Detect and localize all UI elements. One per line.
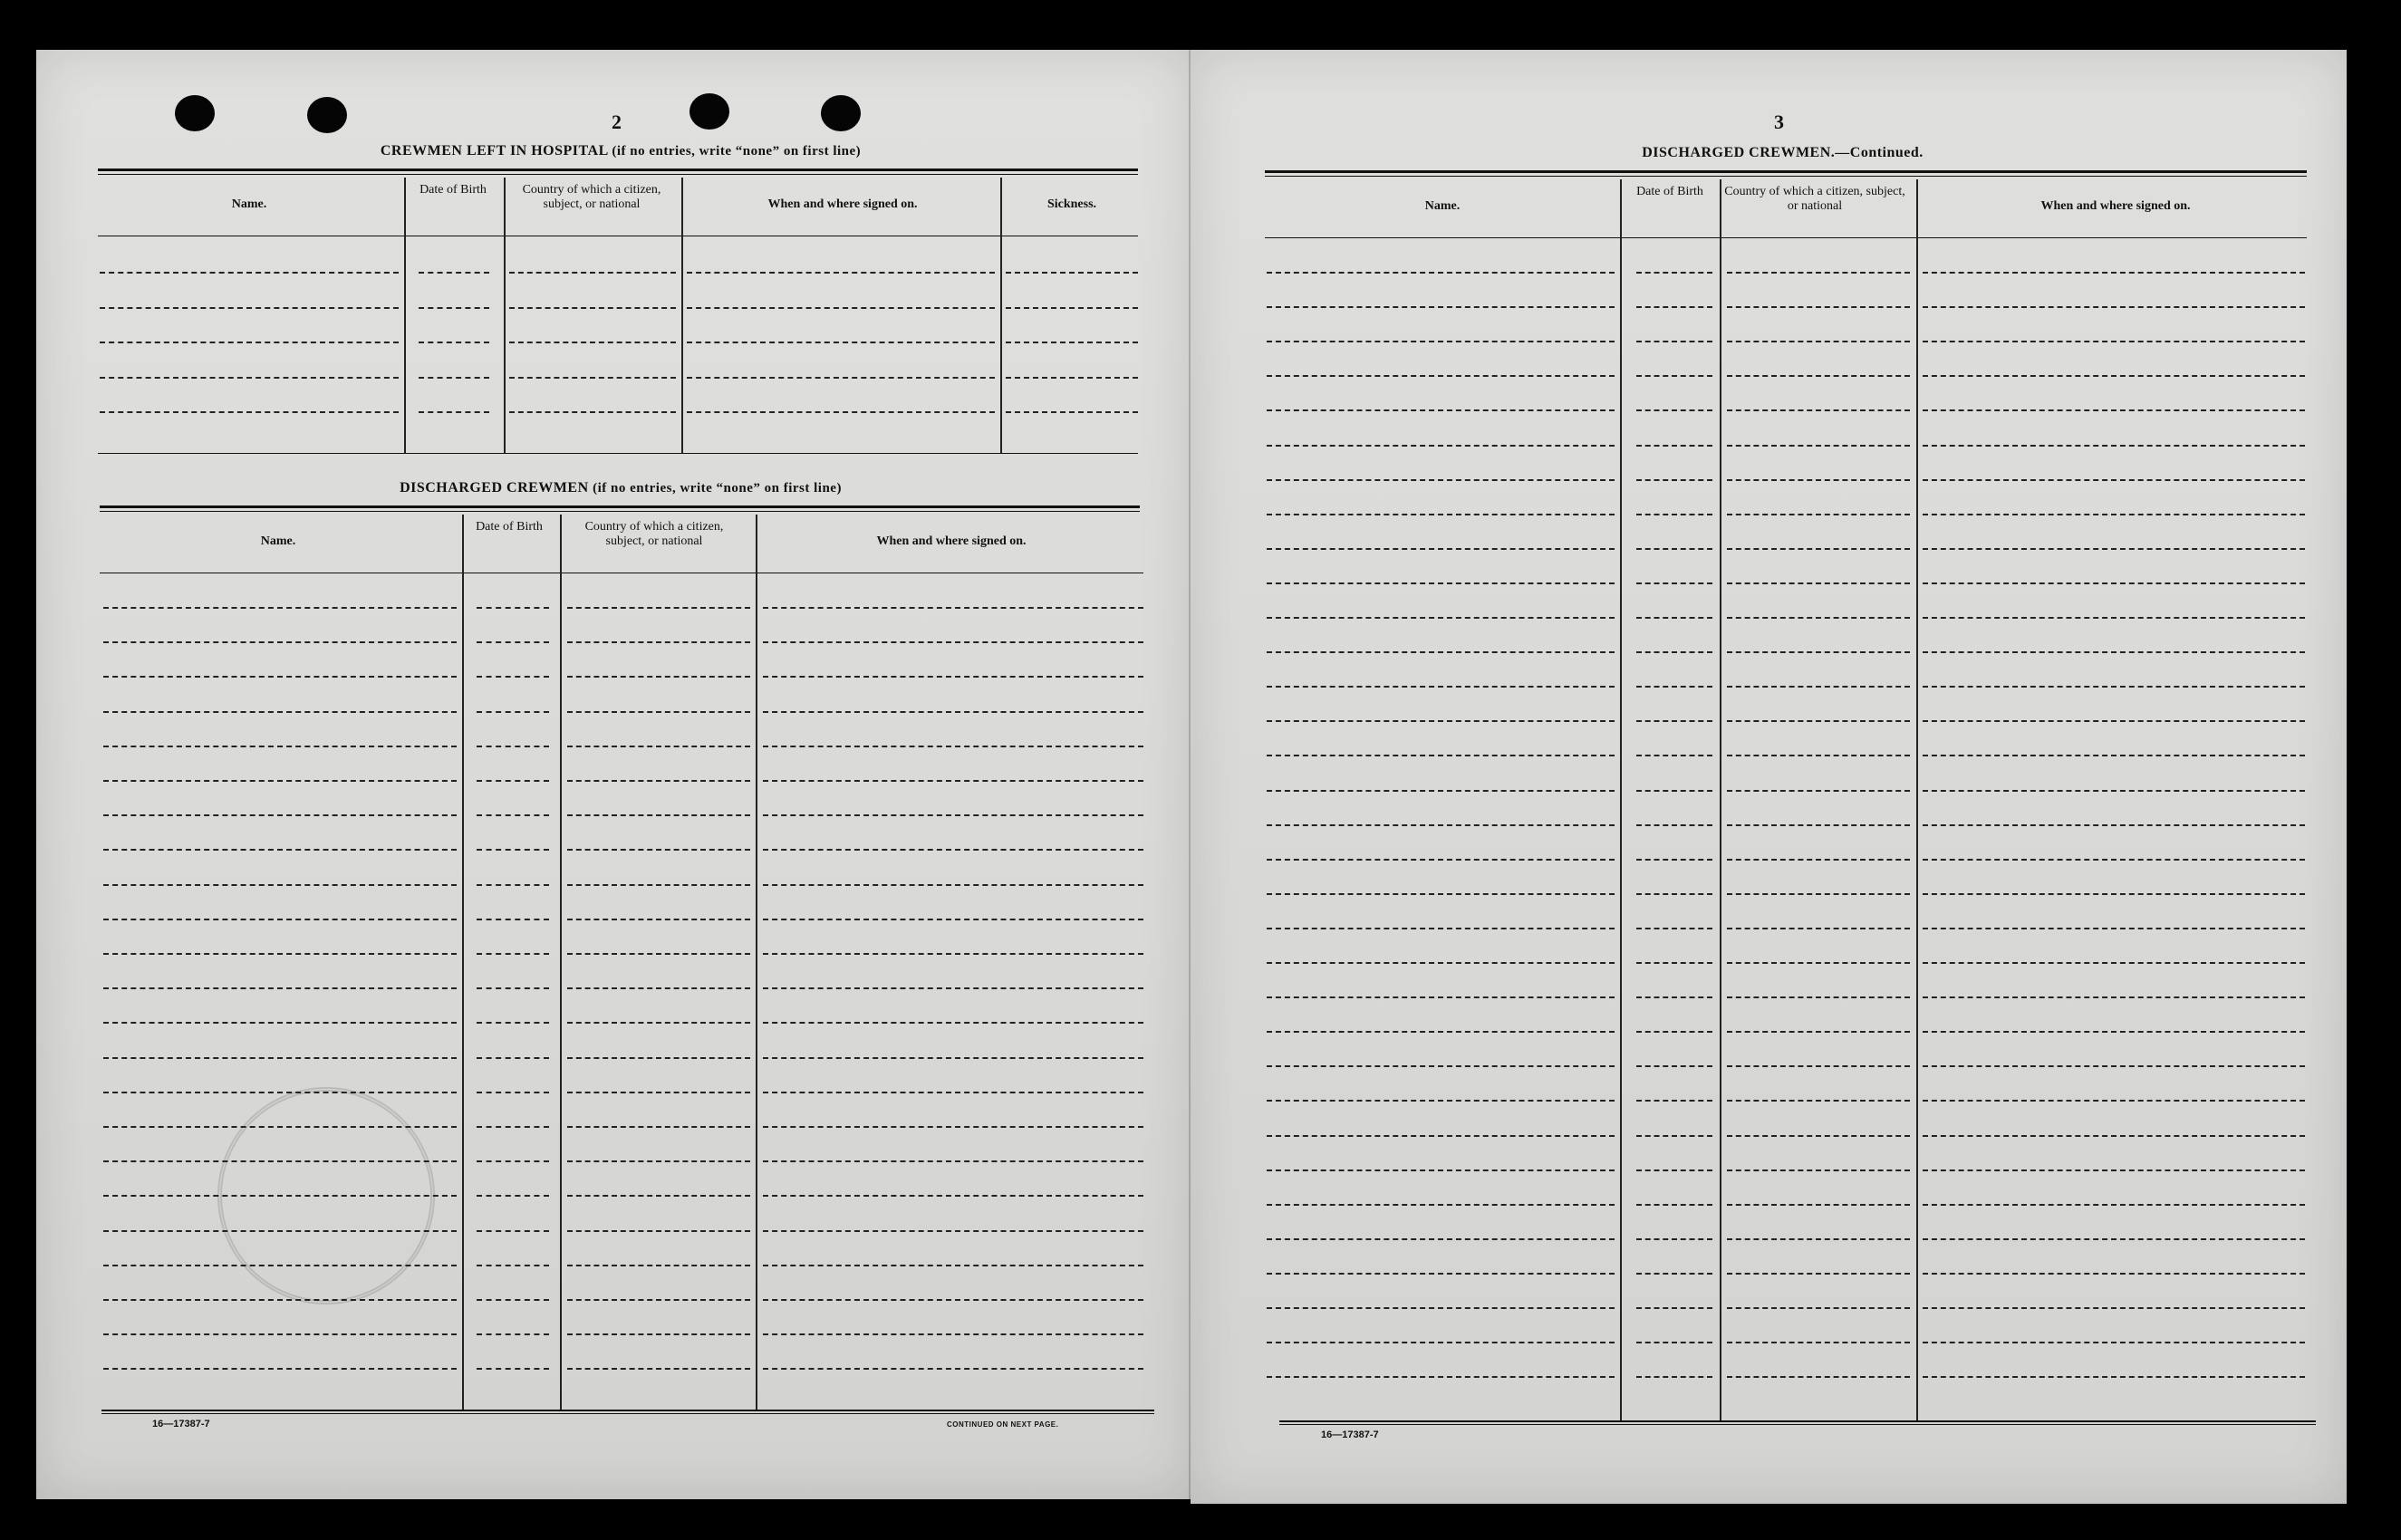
entry-dash-line: [477, 1022, 549, 1024]
entry-dash-line: [567, 1022, 750, 1024]
entry-dash-line: [567, 641, 750, 643]
entry-dash-line: [1267, 1065, 1615, 1067]
entry-dash-line: [1727, 548, 1910, 550]
form-code-right: 16—17387-7: [1321, 1429, 1379, 1440]
entry-dash-line: [1636, 1169, 1712, 1171]
entry-dash-line: [477, 1333, 549, 1335]
entry-dash-line: [1636, 272, 1712, 274]
entry-dash-line: [567, 1126, 750, 1128]
entry-dash-line: [103, 641, 457, 643]
entry-dash-line: [1727, 962, 1910, 964]
entry-dash-line: [1636, 1342, 1712, 1343]
entry-dash-line: [1923, 617, 2305, 619]
page-left: [36, 50, 1191, 1499]
entry-dash-line: [763, 1160, 1143, 1162]
entry-dash-line: [103, 711, 457, 713]
entry-dash-line: [1727, 617, 1910, 619]
entry-dash-line: [477, 953, 549, 955]
right-divider: [1720, 179, 1721, 1422]
entry-dash-line: [1636, 755, 1712, 756]
right-col-signed-on: When and where signed on.: [2040, 199, 2191, 213]
entry-dash-line: [100, 307, 399, 309]
entry-dash-line: [763, 849, 1143, 851]
entry-dash-line: [1267, 755, 1615, 756]
entry-dash-line: [477, 814, 549, 816]
entry-dash-line: [763, 1299, 1143, 1301]
entry-dash-line: [1923, 962, 2305, 964]
entry-dash-line: [477, 1092, 549, 1093]
entry-dash-line: [1267, 1135, 1615, 1137]
entry-dash-line: [763, 1368, 1143, 1370]
entry-dash-line: [103, 1057, 457, 1059]
entry-dash-line: [1267, 720, 1615, 722]
entry-dash-line: [477, 1160, 549, 1162]
entry-dash-line: [1267, 548, 1615, 550]
entry-dash-line: [1267, 582, 1615, 584]
entry-dash-line: [1923, 720, 2305, 722]
entry-dash-line: [1923, 790, 2305, 792]
entry-dash-line: [1727, 1307, 1910, 1309]
entry-dash-line: [1636, 409, 1712, 411]
entry-dash-line: [103, 1195, 457, 1197]
entry-dash-line: [1727, 306, 1910, 308]
entry-dash-line: [567, 676, 750, 678]
entry-dash-line: [477, 641, 549, 643]
hospital-divider: [404, 178, 406, 453]
entry-dash-line: [1923, 824, 2305, 826]
entry-dash-line: [1923, 375, 2305, 377]
entry-dash-line: [100, 411, 399, 413]
entry-dash-line: [567, 1160, 750, 1162]
entry-dash-line: [103, 884, 457, 886]
entry-dash-line: [1636, 341, 1712, 342]
entry-dash-line: [567, 987, 750, 989]
entry-dash-line: [477, 780, 549, 782]
entry-dash-line: [1923, 582, 2305, 584]
entry-dash-line: [1636, 1135, 1712, 1137]
punch-hole: [307, 97, 347, 133]
entry-dash-line: [1923, 1307, 2305, 1309]
entry-dash-line: [763, 1092, 1143, 1093]
punch-hole: [821, 95, 861, 131]
entry-dash-line: [567, 1333, 750, 1335]
discharged-divider: [560, 515, 562, 1411]
discharged-continued-title: DISCHARGED CREWMEN.—Continued.: [1642, 145, 1924, 160]
entry-dash-line: [1727, 859, 1910, 861]
entry-dash-line: [1636, 996, 1712, 998]
entry-dash-line: [419, 377, 489, 379]
discharged-col-dob: Date of Birth: [476, 520, 543, 534]
entry-dash-line: [1923, 1238, 2305, 1240]
entry-dash-line: [1727, 1135, 1910, 1137]
entry-dash-line: [567, 1299, 750, 1301]
punch-hole: [175, 95, 215, 131]
entry-dash-line: [1636, 1031, 1712, 1033]
entry-dash-line: [103, 1092, 457, 1093]
entry-dash-line: [687, 272, 995, 274]
page-number-left: 2: [612, 111, 622, 133]
entry-dash-line: [419, 272, 489, 274]
entry-dash-line: [687, 411, 995, 413]
entry-dash-line: [1727, 409, 1910, 411]
right-top-rule: [1265, 170, 2307, 177]
entry-dash-line: [103, 1368, 457, 1370]
entry-dash-line: [763, 1126, 1143, 1128]
entry-dash-line: [477, 607, 549, 609]
entry-dash-line: [1267, 1307, 1615, 1309]
entry-dash-line: [477, 1368, 549, 1370]
entry-dash-line: [1923, 514, 2305, 515]
entry-dash-line: [763, 780, 1143, 782]
entry-dash-line: [1923, 1135, 2305, 1137]
entry-dash-line: [477, 1265, 549, 1266]
entry-dash-line: [1267, 1376, 1615, 1378]
entry-dash-line: [1636, 1273, 1712, 1275]
entry-dash-line: [763, 953, 1143, 955]
entry-dash-line: [1636, 306, 1712, 308]
entry-dash-line: [1006, 377, 1138, 379]
entry-dash-line: [763, 676, 1143, 678]
entry-dash-line: [1727, 341, 1910, 342]
entry-dash-line: [1923, 651, 2305, 653]
entry-dash-line: [1923, 1376, 2305, 1378]
entry-dash-line: [1727, 1376, 1910, 1378]
entry-dash-line: [1923, 859, 2305, 861]
right-divider: [1916, 179, 1918, 1422]
entry-dash-line: [1923, 1065, 2305, 1067]
entry-dash-line: [103, 987, 457, 989]
entry-dash-line: [1267, 790, 1615, 792]
entry-dash-line: [1267, 686, 1615, 688]
entry-dash-line: [477, 711, 549, 713]
form-code-left: 16—17387-7: [152, 1419, 210, 1429]
entry-dash-line: [1636, 928, 1712, 929]
entry-dash-line: [1267, 859, 1615, 861]
entry-dash-line: [1267, 1238, 1615, 1240]
entry-dash-line: [1727, 893, 1910, 895]
punch-hole: [689, 93, 729, 130]
entry-dash-line: [1727, 1031, 1910, 1033]
entry-dash-line: [1636, 1307, 1712, 1309]
entry-dash-line: [1636, 617, 1712, 619]
hospital-divider: [1000, 178, 1002, 453]
entry-dash-line: [1267, 306, 1615, 308]
entry-dash-line: [477, 746, 549, 747]
entry-dash-line: [103, 1265, 457, 1266]
entry-dash-line: [1923, 409, 2305, 411]
entry-dash-line: [1727, 824, 1910, 826]
entry-dash-line: [763, 711, 1143, 713]
entry-dash-line: [1727, 1204, 1910, 1206]
entry-dash-line: [1727, 1100, 1910, 1102]
hospital-col-signed-on: When and where signed on.: [767, 197, 918, 211]
entry-dash-line: [1923, 1100, 2305, 1102]
discharged-section-title: DISCHARGED CREWMEN (if no entries, write “none” on first line): [400, 480, 842, 496]
entry-dash-line: [477, 849, 549, 851]
hospital-top-rule: [98, 168, 1138, 175]
entry-dash-line: [1636, 375, 1712, 377]
entry-dash-line: [1636, 1376, 1712, 1378]
entry-dash-line: [1006, 307, 1138, 309]
entry-dash-line: [477, 676, 549, 678]
entry-dash-line: [1267, 1342, 1615, 1343]
entry-dash-line: [1636, 1100, 1712, 1102]
entry-dash-line: [477, 1299, 549, 1301]
entry-dash-line: [1636, 790, 1712, 792]
entry-dash-line: [1636, 445, 1712, 447]
entry-dash-line: [1267, 617, 1615, 619]
entry-dash-line: [1267, 928, 1615, 929]
entry-dash-line: [1636, 824, 1712, 826]
page-right: [1191, 50, 2347, 1504]
entry-dash-line: [763, 1195, 1143, 1197]
entry-dash-line: [763, 1265, 1143, 1266]
entry-dash-line: [1636, 686, 1712, 688]
entry-dash-line: [1727, 1169, 1910, 1171]
entry-dash-line: [419, 307, 489, 309]
entry-dash-line: [1267, 1031, 1615, 1033]
entry-dash-line: [1727, 720, 1910, 722]
entry-dash-line: [1923, 996, 2305, 998]
entry-dash-line: [1267, 445, 1615, 447]
entry-dash-line: [1636, 859, 1712, 861]
entry-dash-line: [1727, 272, 1910, 274]
discharged-divider: [756, 515, 757, 1411]
entry-dash-line: [100, 342, 399, 343]
entry-dash-line: [1727, 582, 1910, 584]
entry-dash-line: [1636, 1065, 1712, 1067]
entry-dash-line: [1727, 790, 1910, 792]
left-bottom-rule: [101, 1410, 1154, 1414]
entry-dash-line: [1923, 341, 2305, 342]
hospital-bottom-rule: [98, 453, 1138, 454]
right-bottom-rule: [1279, 1420, 2316, 1425]
entry-dash-line: [103, 1230, 457, 1232]
entry-dash-line: [1923, 1342, 2305, 1343]
entry-dash-line: [477, 1057, 549, 1059]
entry-dash-line: [103, 1022, 457, 1024]
entry-dash-line: [1923, 686, 2305, 688]
entry-dash-line: [567, 953, 750, 955]
entry-dash-line: [103, 919, 457, 920]
entry-dash-line: [1267, 1100, 1615, 1102]
entry-dash-line: [1636, 720, 1712, 722]
entry-dash-line: [509, 377, 676, 379]
entry-dash-line: [1267, 341, 1615, 342]
entry-dash-line: [1636, 582, 1712, 584]
entry-dash-line: [477, 919, 549, 920]
entry-dash-line: [1636, 962, 1712, 964]
entry-dash-line: [103, 814, 457, 816]
entry-dash-line: [103, 1126, 457, 1128]
entry-dash-line: [103, 607, 457, 609]
entry-dash-line: [567, 1230, 750, 1232]
entry-dash-line: [567, 711, 750, 713]
entry-dash-line: [1267, 1273, 1615, 1275]
entry-dash-line: [477, 1126, 549, 1128]
entry-dash-line: [1923, 272, 2305, 274]
entry-dash-line: [1267, 1169, 1615, 1171]
entry-dash-line: [477, 1195, 549, 1197]
entry-dash-line: [567, 1195, 750, 1197]
entry-dash-line: [509, 307, 676, 309]
entry-dash-line: [1923, 928, 2305, 929]
entry-dash-line: [763, 641, 1143, 643]
entry-dash-line: [1267, 996, 1615, 998]
entry-dash-line: [763, 746, 1143, 747]
entry-dash-line: [1923, 755, 2305, 756]
right-col-name: Name.: [1424, 199, 1461, 213]
entry-dash-line: [1923, 479, 2305, 481]
entry-dash-line: [103, 746, 457, 747]
entry-dash-line: [1923, 548, 2305, 550]
entry-dash-line: [1727, 514, 1910, 515]
right-col-dob: Date of Birth: [1636, 185, 1703, 198]
discharged-divider: [462, 515, 464, 1411]
discharged-col-name: Name.: [260, 534, 296, 548]
entry-dash-line: [1267, 893, 1615, 895]
entry-dash-line: [103, 849, 457, 851]
entry-dash-line: [103, 1333, 457, 1335]
entry-dash-line: [763, 1057, 1143, 1059]
entry-dash-line: [763, 919, 1143, 920]
entry-dash-line: [1727, 375, 1910, 377]
entry-dash-line: [1727, 1065, 1910, 1067]
entry-dash-line: [509, 272, 676, 274]
discharged-col-signed-on: When and where signed on.: [876, 534, 1027, 548]
entry-dash-line: [763, 884, 1143, 886]
entry-dash-line: [1267, 375, 1615, 377]
entry-dash-line: [1727, 479, 1910, 481]
entry-dash-line: [1006, 272, 1138, 274]
entry-dash-line: [1727, 928, 1910, 929]
entry-dash-line: [567, 1057, 750, 1059]
entry-dash-line: [1923, 893, 2305, 895]
entry-dash-line: [419, 342, 489, 343]
entry-dash-line: [103, 953, 457, 955]
entry-dash-line: [1006, 342, 1138, 343]
entry-dash-line: [763, 1230, 1143, 1232]
entry-dash-line: [509, 342, 676, 343]
entry-dash-line: [1267, 824, 1615, 826]
entry-dash-line: [567, 919, 750, 920]
entry-dash-line: [567, 1265, 750, 1266]
entry-dash-line: [1923, 1273, 2305, 1275]
hospital-col-country: Country of which a citizen, subject, or national: [522, 183, 661, 211]
entry-dash-line: [1267, 1204, 1615, 1206]
entry-dash-line: [419, 411, 489, 413]
entry-dash-line: [100, 272, 399, 274]
entry-dash-line: [1923, 306, 2305, 308]
hospital-col-name: Name.: [231, 197, 267, 211]
entry-dash-line: [509, 411, 676, 413]
entry-dash-line: [1267, 962, 1615, 964]
page-number-right: 3: [1774, 111, 1784, 133]
right-header-rule: [1265, 237, 2307, 238]
entry-dash-line: [1267, 651, 1615, 653]
entry-dash-line: [687, 307, 995, 309]
entry-dash-line: [567, 849, 750, 851]
entry-dash-line: [567, 814, 750, 816]
entry-dash-line: [1727, 996, 1910, 998]
hospital-col-dob: Date of Birth: [419, 183, 487, 197]
entry-dash-line: [477, 1230, 549, 1232]
entry-dash-line: [103, 780, 457, 782]
hospital-col-sickness: Sickness.: [1046, 197, 1097, 211]
entry-dash-line: [567, 1092, 750, 1093]
entry-dash-line: [1267, 409, 1615, 411]
entry-dash-line: [1636, 1238, 1712, 1240]
right-divider: [1620, 179, 1622, 1422]
entry-dash-line: [567, 1368, 750, 1370]
entry-dash-line: [1636, 893, 1712, 895]
entry-dash-line: [567, 780, 750, 782]
right-col-country: Country of which a citizen, subject, or national: [1724, 185, 1905, 213]
entry-dash-line: [1636, 1204, 1712, 1206]
entry-dash-line: [1923, 1031, 2305, 1033]
entry-dash-line: [477, 987, 549, 989]
entry-dash-line: [1727, 1273, 1910, 1275]
entry-dash-line: [567, 884, 750, 886]
entry-dash-line: [100, 377, 399, 379]
entry-dash-line: [1636, 514, 1712, 515]
entry-dash-line: [1727, 651, 1910, 653]
entry-dash-line: [763, 987, 1143, 989]
entry-dash-line: [1727, 1342, 1910, 1343]
entry-dash-line: [477, 884, 549, 886]
continued-note: CONTINUED ON NEXT PAGE.: [947, 1420, 1059, 1429]
entry-dash-line: [1267, 479, 1615, 481]
entry-dash-line: [763, 1333, 1143, 1335]
discharged-top-rule: [100, 505, 1140, 512]
entry-dash-line: [1923, 1204, 2305, 1206]
entry-dash-line: [1006, 411, 1138, 413]
hospital-divider: [681, 178, 683, 453]
entry-dash-line: [103, 676, 457, 678]
entry-dash-line: [1727, 686, 1910, 688]
entry-dash-line: [1267, 514, 1615, 515]
entry-dash-line: [763, 814, 1143, 816]
entry-dash-line: [1923, 1169, 2305, 1171]
hospital-section-title: CREWMEN LEFT IN HOSPITAL (if no entries, write “none” on first line): [380, 143, 862, 159]
entry-dash-line: [763, 1022, 1143, 1024]
entry-dash-line: [1636, 651, 1712, 653]
entry-dash-line: [687, 342, 995, 343]
entry-dash-line: [1727, 1238, 1910, 1240]
entry-dash-line: [103, 1160, 457, 1162]
entry-dash-line: [1727, 755, 1910, 756]
entry-dash-line: [567, 607, 750, 609]
entry-dash-line: [1267, 272, 1615, 274]
entry-dash-line: [1727, 445, 1910, 447]
entry-dash-line: [1636, 479, 1712, 481]
hospital-divider: [504, 178, 506, 453]
discharged-col-country: Country of which a citizen, subject, or national: [584, 520, 724, 548]
entry-dash-line: [687, 377, 995, 379]
entry-dash-line: [1923, 445, 2305, 447]
entry-dash-line: [763, 607, 1143, 609]
entry-dash-line: [103, 1299, 457, 1301]
entry-dash-line: [567, 746, 750, 747]
entry-dash-line: [1636, 548, 1712, 550]
